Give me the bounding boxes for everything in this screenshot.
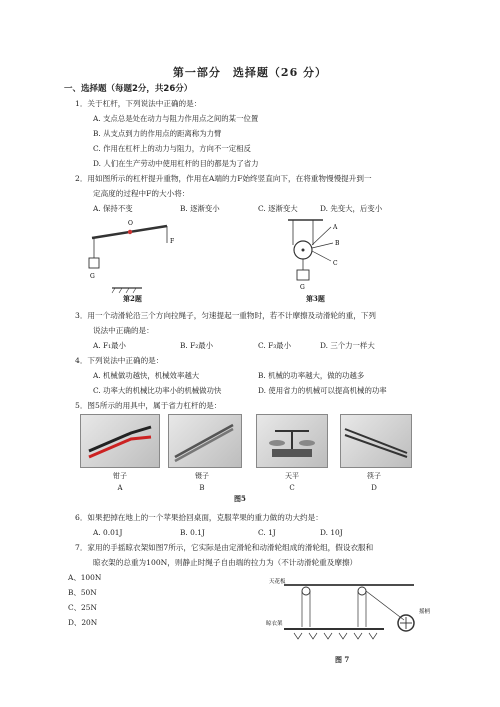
label-rack: 晾衣架 (266, 621, 283, 627)
clothes-rack-figure (264, 575, 444, 650)
label-g: G (90, 273, 95, 280)
letter-d[interactable]: D (371, 484, 377, 492)
q6-stem: 6．如果把掉在地上的一个苹果拾回桌面，克服苹果的重力做的功大约是： (75, 513, 323, 522)
q2-stem-line2: 定高度的过程中F的大小将： (93, 189, 190, 198)
section-heading: 一、选择题（每题2分，共26分） (64, 84, 193, 94)
q5-stem: 5．图5所示的用具中，属于省力杠杆的是： (75, 401, 222, 410)
lever-figure (82, 218, 192, 298)
q4-stem: 4．下列说法中正确的是： (75, 356, 164, 365)
q4-option-d[interactable]: D. 使用省力的机械可以提高机械的功率 (258, 386, 387, 395)
label-handle: 摇柄 (419, 609, 431, 615)
label-g-pulley: G (300, 284, 305, 291)
label-a: A (333, 224, 338, 231)
q3-option-c[interactable]: C. F₃最小 (258, 341, 291, 350)
q7-option-a[interactable]: A、100N (68, 573, 102, 582)
letter-a[interactable]: A (117, 484, 123, 492)
q6-option-c[interactable]: C. 1J (258, 528, 276, 537)
q3-option-a[interactable]: A. F₁最小 (93, 341, 126, 350)
q3-stem-line1: 3．用一个动滑轮沿三个方向拉绳子，匀速提起一重物时，若不计摩擦及动滑轮的重，下列 (75, 311, 376, 320)
q4-option-b[interactable]: B. 机械的功率越大，做的功越多 (258, 371, 365, 380)
hangers (294, 633, 377, 639)
fig3-caption: 第3题 (306, 294, 325, 303)
photo-tweezers (168, 414, 242, 468)
q7-option-d[interactable]: D、20N (68, 618, 98, 627)
fig5-caption: 图5 (234, 494, 246, 503)
q3-option-b[interactable]: B. F₂最小 (180, 341, 214, 350)
q1-option-b[interactable]: B. 从支点到力的作用点的距离称为力臂 (93, 129, 222, 138)
letter-b[interactable]: B (199, 484, 205, 492)
label-f: F (170, 238, 175, 245)
q6-option-d[interactable]: D. 10J (320, 528, 343, 537)
q3-option-d[interactable]: D. 三个力一样大 (320, 341, 375, 350)
q2-stem-line1: 2．用如图所示的杠杆提升重物，作用在A端的力F始终竖直向下，在将重物慢慢提升到一 (75, 174, 372, 183)
q1-option-d[interactable]: D. 人们在生产劳动中使用杠杆的目的都是为了省力 (93, 159, 259, 168)
chopsticks-icon (341, 415, 411, 467)
weight-block (89, 258, 99, 268)
q3-stem-line2: 说法中正确的是： (93, 326, 154, 335)
q4-option-c[interactable]: C. 功率大的机械比功率小的机械做功快 (93, 386, 222, 395)
label-tweezers: 镊子 (195, 472, 209, 480)
photo-balance (256, 414, 328, 468)
q1-option-a[interactable]: A. 支点总是处在动力与阻力作用点之间的某一位置 (93, 114, 259, 123)
q7-stem-line2: 晾衣架的总重为100N，则静止时绳子自由端的拉力为（不计动滑轮重及摩擦） (93, 558, 358, 567)
q2-option-b[interactable]: B. 逐渐变小 (180, 204, 220, 213)
q1-option-c[interactable]: C. 作用在杠杆上的动力与阻力，方向不一定相反 (93, 144, 251, 153)
fig2-caption: 第2题 (123, 294, 142, 303)
q7-option-b[interactable]: B、50N (68, 588, 97, 597)
page-title: 第一部分 选择题（26 分） (172, 66, 328, 79)
q7-option-c[interactable]: C、25N (68, 603, 97, 612)
label-c: C (333, 260, 338, 267)
label-ceiling: 天花板 (269, 579, 286, 585)
photo-chopsticks (340, 414, 412, 468)
photo-pliers (80, 414, 160, 468)
q4-option-a[interactable]: A. 机械做功越快，机械效率越大 (93, 371, 200, 380)
q6-option-a[interactable]: A. 0.01J (93, 528, 123, 537)
pulley-weight (297, 270, 309, 280)
q7-stem-line1: 7．家用的手摇晾衣架如图7所示，它实际是由定滑轮和动滑轮组成的滑轮组，假设衣服和 (75, 543, 374, 552)
fig7-caption: 图 7 (335, 655, 350, 664)
label-chopsticks: 筷子 (367, 472, 381, 480)
balance-icon (257, 415, 327, 467)
q6-option-b[interactable]: B. 0.1J (180, 528, 205, 537)
letter-c[interactable]: C (289, 484, 295, 492)
label-o: O (128, 220, 133, 227)
q1-stem: 1．关于杠杆，下列说法中正确的是： (75, 99, 202, 108)
q2-option-d[interactable]: D. 先变大，后变小 (320, 204, 383, 213)
tweezers-icon (169, 415, 241, 467)
fulcrum-point (128, 230, 132, 234)
label-pliers: 钳子 (113, 472, 127, 480)
pulley-figure (283, 215, 353, 295)
label-balance: 天平 (285, 472, 299, 480)
pliers-icon (81, 415, 159, 467)
label-b: B (335, 240, 340, 247)
q2-option-a[interactable]: A. 保持不变 (93, 204, 133, 213)
q2-option-c[interactable]: C. 逐渐变大 (258, 204, 298, 213)
